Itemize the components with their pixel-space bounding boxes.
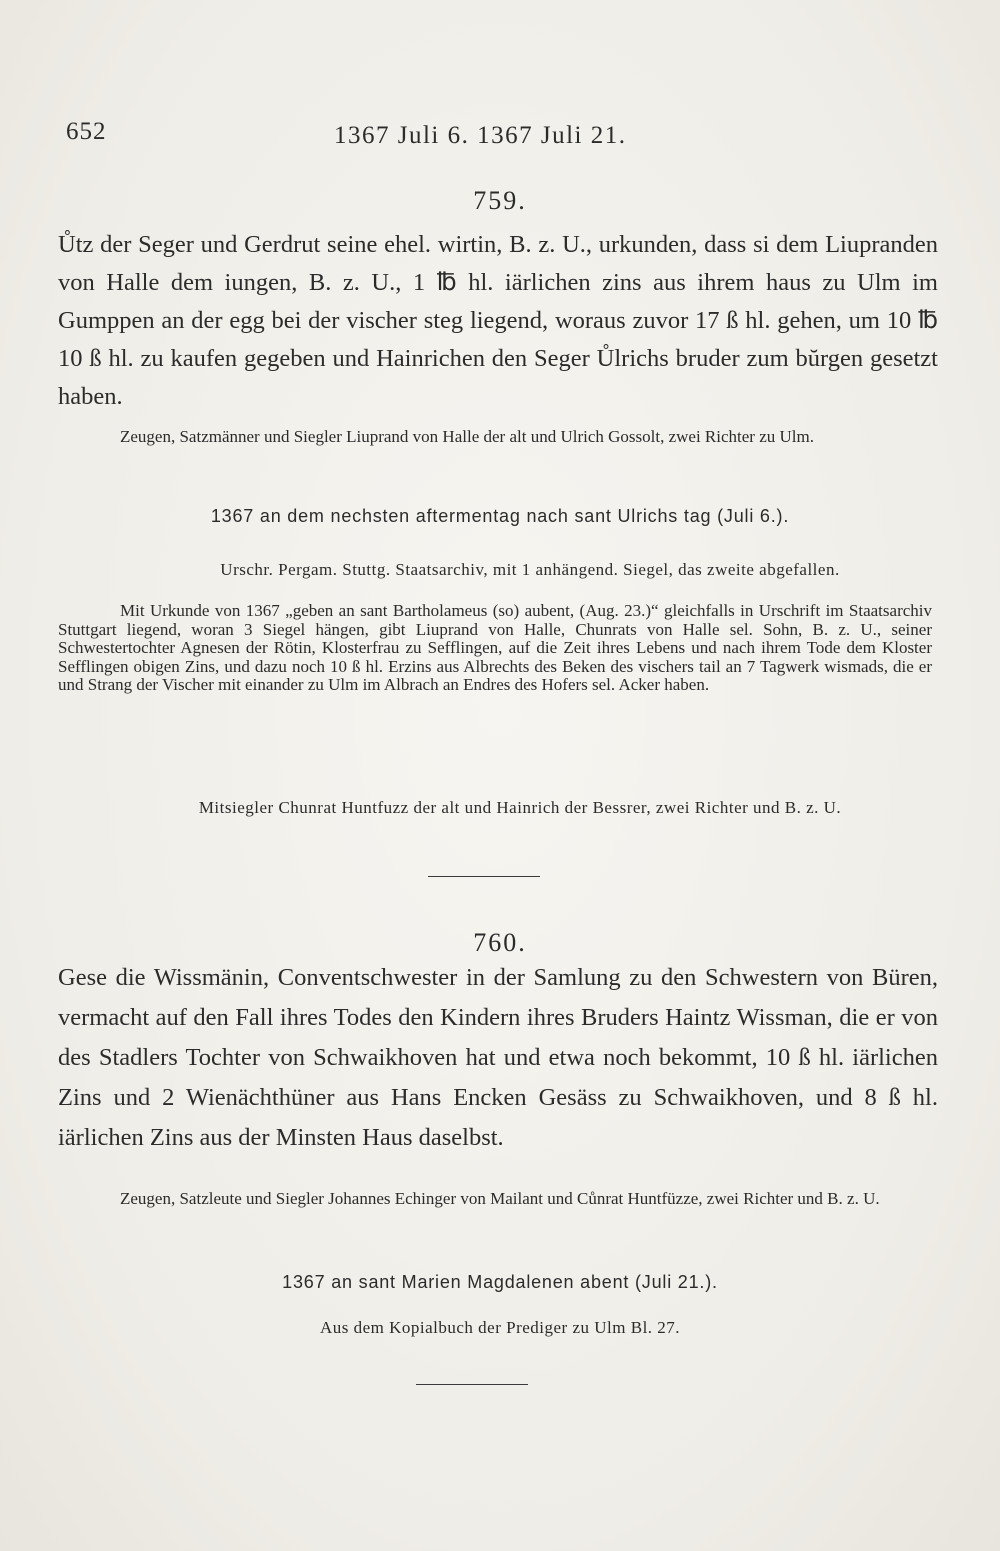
end-divider: [416, 1384, 528, 1385]
witnesses-760: [58, 1190, 932, 1209]
entry-text-759: Ůtz der Seger und Gerdrut seine ehel. wirtin, B. z. U., urkunden, dass si dem Liupranden von Halle dem iungen, B. z. U., 1 ℔ hl. iärlichen zins aus ihrem haus zu Ulm im Gumppen an der egg bei der vischer steg liegend, woraus zuvor 17 ß hl. gehen, um 10 ℔ 10 ß hl. zu kaufen gegeben und Hainrichen den Seger Ůlrichs bruder zum bŭrgen gesetzt haben.: [58, 231, 938, 410]
page-number: 652: [66, 118, 107, 145]
running-head: 1367 Juli 6. 1367 Juli 21.: [334, 122, 627, 149]
note-text: Mit Urkunde von 1367 „geben an sant Bartholameus (so) aubent, (Aug. 23.)“ gleichfalls in Urschrift im Staatsarchiv Stuttgart liegend, woran 3 Siegel hängen, gibt Liuprand von Halle, Chunrats von Halle sel. Sohn, B. z. U., seiner Schwestertochter Agnesen der Rötin, Klosterfrau zu Sefflingen, auf die Zeit ihres Lebens und nach ihrem Tode dem Kloster Sefflingen obigen Zins, und dazu noch 10 ß hl. Erzins aus Albrechts des Beken des vischers tail an 7 Tagwerk wismads, die er und Strang der Vischer mit einander zu Ulm im Albrach an Endres des Hofers sel. Acker haben.: [58, 601, 932, 694]
witnesses-text: Zeugen, Satzleute und Siegler Johannes Echinger von Mailant und Cůnrat Huntfüzze, zwei Richter und B. z. U.: [120, 1189, 880, 1208]
page-header: [66, 118, 946, 158]
section-divider: [428, 876, 540, 877]
source-note-759: Urschr. Pergam. Stuttg. Staatsarchiv, mit 1 anhängend. Siegel, das zweite abgefallen.: [220, 560, 840, 579]
entry-number-759: 759.: [473, 186, 527, 215]
source-note-760: Aus dem Kopialbuch der Prediger zu Ulm Bl. 27.: [319, 1318, 681, 1337]
co-sealers-759: Mitsiegler Chunrat Huntfuzz der alt und Hainrich der Bessrer, zwei Richter und B. z. U.: [198, 798, 842, 817]
witnesses-759: [58, 428, 932, 447]
date-line-759: 1367 an dem nechsten aftermentag nach sant Ulrichs tag (Juli 6.).: [210, 506, 790, 526]
entry-text-760: Gese die Wissmänin, Conventschwester in der Samlung zu den Schwestern von Büren, vermacht auf den Fall ihres Todes den Kindern ihres Bruders Haintz Wissman, die er von des Stadlers Tochter von Schwaikhoven hat und etwa noch bekommt, 10 ß hl. iärlichen Zins und 2 Wienächthüner aus Hans Encken Gesäss zu Schwaikhoven, und 8 ß hl. iärlichen Zins aus der Minsten Haus daselbst.: [58, 964, 938, 1151]
entry-number-760: 760.: [473, 928, 527, 957]
date-line-760: 1367 an sant Marien Magdalenen abent (Juli 21.).: [282, 1272, 718, 1292]
note-759: [58, 602, 932, 695]
witnesses-text: Zeugen, Satzmänner und Siegler Liuprand von Halle der alt und Ulrich Gossolt, zwei Richter zu Ulm.: [120, 427, 814, 446]
